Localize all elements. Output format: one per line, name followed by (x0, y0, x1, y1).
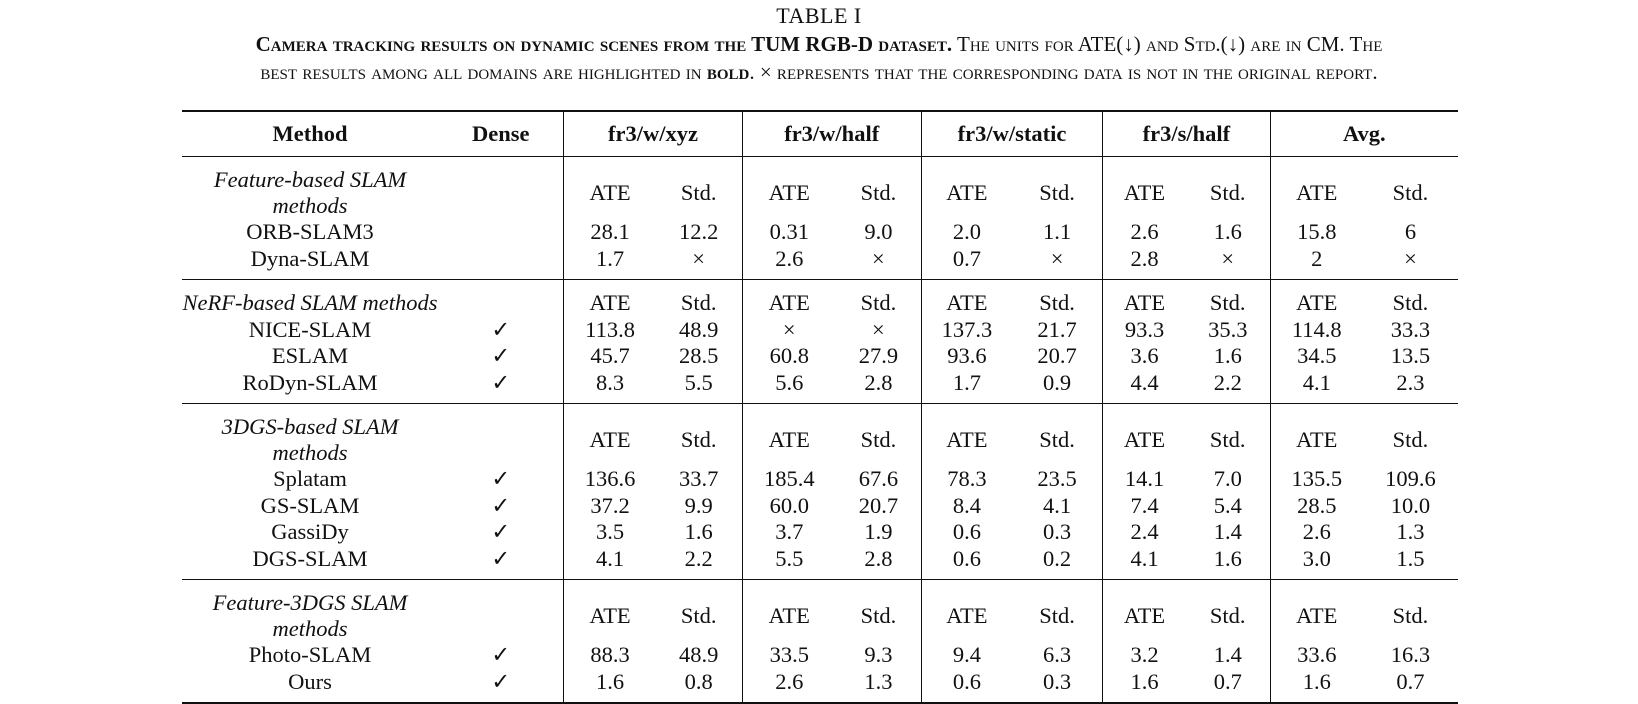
dense-cell (438, 280, 564, 317)
value-cell: 37.2 (590, 492, 630, 518)
value-cell: 2.2 (1186, 370, 1270, 404)
metric-label: ATE (921, 580, 1012, 643)
value-cell: 1.6 (1302, 668, 1331, 694)
value-cell: 33.5 (769, 642, 809, 668)
metric-label: ATE (921, 404, 1012, 467)
table-row (182, 642, 1458, 669)
table-row (182, 370, 1458, 404)
value-cell: 16.3 (1390, 642, 1431, 668)
method-name: GassiDy (271, 519, 349, 545)
group-name: NeRF-based SLAM methods (182, 280, 438, 317)
value-cell: 2.0 (952, 219, 981, 245)
metric-label: ATE (1103, 580, 1186, 643)
header-fr3-w-static: fr3/w/static (921, 111, 1102, 157)
metric-label: ATE (742, 404, 836, 467)
value-cell: 2.6 (775, 245, 804, 271)
value-cell: 109.6 (1385, 466, 1436, 492)
metric-label: ATE (564, 280, 656, 317)
value-cell: 33.7 (656, 466, 742, 493)
metric-label: Std. (836, 404, 921, 467)
caption-segment: bold (706, 60, 750, 84)
header-fr3-w-xyz: fr3/w/xyz (564, 111, 742, 157)
metric-label: Std. (1012, 404, 1103, 467)
value-cell: 28.5 (1297, 492, 1337, 518)
metric-label: ATE (742, 580, 836, 643)
value-cell: 33.3 (1390, 316, 1431, 342)
value-cell: 0.3 (1012, 519, 1103, 546)
method-name: RoDyn-SLAM (242, 369, 378, 395)
group-name: Feature-based SLAM methods (213, 167, 407, 218)
value-cell: 67.6 (836, 466, 921, 493)
value-cell: 4.1 (1302, 369, 1331, 395)
metric-label: ATE (564, 580, 656, 643)
value-cell: 8.4 (952, 492, 981, 518)
value-cell: 1.4 (1186, 642, 1270, 669)
metric-label: ATE (1270, 280, 1363, 317)
caption-segment: TUM RGB-D (751, 32, 874, 56)
value-cell: 78.3 (947, 466, 987, 492)
metric-label: Std. (1186, 157, 1270, 220)
group-name: 3DGS-based SLAM methods (182, 404, 438, 467)
value-cell: 27.9 (836, 343, 921, 370)
table-row (182, 466, 1458, 493)
value-cell: 34.5 (1297, 343, 1337, 369)
value-cell: 12.2 (656, 219, 742, 246)
value-cell: 88.3 (590, 642, 630, 668)
value-cell: 3.6 (1130, 343, 1159, 369)
value-cell: 0.31 (769, 219, 809, 245)
value-cell: 1.6 (1186, 343, 1270, 370)
value-cell: 9.9 (656, 493, 742, 520)
metric-label: Std. (1363, 404, 1458, 467)
header-fr3-w-half: fr3/w/half (742, 111, 921, 157)
caption-segment: dataset. (873, 32, 953, 56)
value-cell: × (782, 316, 796, 342)
method-name: Dyna-SLAM (250, 245, 370, 271)
value-cell: 6 (1404, 219, 1417, 245)
dense-cell (438, 580, 564, 643)
value-cell: × (1404, 245, 1417, 271)
value-cell: 1.4 (1186, 519, 1270, 546)
value-cell: 23.5 (1012, 466, 1103, 493)
value-cell: 1.7 (952, 369, 981, 395)
metric-label: Std. (1186, 580, 1270, 643)
dense-check: ✓ (438, 493, 564, 520)
dense-cell (438, 157, 564, 220)
method-group (182, 157, 1458, 280)
metric-label: Std. (656, 280, 742, 317)
metric-label: Std. (656, 157, 742, 220)
value-cell: 2.6 (775, 668, 804, 694)
caption-segment: Camera tracking results on dynamic scenes from the (255, 32, 752, 56)
header-fr3-s-half: fr3/s/half (1103, 111, 1270, 157)
value-cell: 2.6 (1130, 219, 1159, 245)
results-table (182, 110, 1458, 704)
dense-check: ✓ (438, 642, 564, 669)
metric-label: ATE (946, 180, 988, 205)
value-cell: 1.6 (1130, 668, 1159, 694)
metric-label: Std. (836, 580, 921, 643)
value-cell: 9.4 (952, 642, 981, 668)
value-cell: 3.5 (596, 519, 625, 545)
dense-check: ✓ (438, 669, 564, 704)
value-cell: 136.6 (584, 466, 636, 492)
value-cell: 135.5 (1291, 466, 1343, 492)
metric-label: Std. (1363, 580, 1458, 643)
value-cell: 13.5 (1390, 343, 1431, 369)
value-cell: 0.6 (952, 668, 981, 694)
value-cell: 35.3 (1186, 317, 1270, 344)
method-group (182, 580, 1458, 704)
table-row (182, 343, 1458, 370)
value-cell: 0.6 (952, 519, 981, 545)
method-name: DGS-SLAM (252, 545, 368, 571)
value-cell: 0.9 (1012, 370, 1103, 404)
metric-label: Std. (1186, 404, 1270, 467)
value-cell: 1.6 (1186, 219, 1270, 246)
metric-label: Std. (836, 157, 921, 220)
value-cell: 48.9 (656, 642, 742, 669)
value-cell: 1.6 (656, 519, 742, 546)
metric-label: Std. (1363, 280, 1458, 317)
value-cell: 4.4 (1130, 369, 1159, 395)
value-cell: 20.7 (836, 493, 921, 520)
value-cell: 1.3 (1396, 519, 1425, 545)
value-cell: 1.9 (836, 519, 921, 546)
group-header-row (182, 580, 1458, 643)
caption-line-1 (0, 30, 1638, 58)
header-method: Method (182, 111, 438, 157)
metric-label: ATE (742, 280, 836, 317)
value-cell: 93.3 (1124, 316, 1165, 342)
dense-check: ✓ (438, 519, 564, 546)
value-cell: 2 (1311, 245, 1323, 271)
value-cell: 0.7 (1396, 668, 1425, 694)
value-cell: 2.2 (656, 546, 742, 580)
metric-label: Std. (1186, 280, 1270, 317)
table-row (182, 669, 1458, 704)
method-group (182, 280, 1458, 404)
metric-label: Std. (1012, 580, 1103, 643)
caption-segment: best results among all domains are highlighted in (260, 60, 707, 84)
group-name: Feature-3DGS SLAM methods (182, 580, 438, 643)
dense-check (438, 246, 564, 280)
value-cell: 0.3 (1012, 669, 1103, 704)
dense-check: ✓ (438, 317, 564, 344)
caption-line-2 (0, 58, 1638, 86)
method-name: NICE-SLAM (248, 316, 372, 342)
metric-label: Std. (1392, 180, 1429, 205)
value-cell: 21.7 (1012, 317, 1103, 344)
value-cell: 0.7 (1186, 669, 1270, 704)
table-row (182, 519, 1458, 546)
dense-check: ✓ (438, 546, 564, 580)
value-cell: × (1186, 246, 1270, 280)
value-cell: 2.8 (836, 370, 921, 404)
metric-label: Std. (1012, 280, 1103, 317)
caption-segment: The units for ATE(↓) and Std.(↓) are in CM. The (952, 32, 1383, 56)
table-row (182, 493, 1458, 520)
metric-label: ATE (1270, 404, 1363, 467)
value-cell: 6.3 (1012, 642, 1103, 669)
value-cell: 60.0 (769, 492, 809, 518)
metric-label: ATE (564, 404, 656, 467)
value-cell: 2.3 (1396, 369, 1425, 395)
dense-cell (438, 404, 564, 467)
table-row (182, 246, 1458, 280)
header-row (182, 111, 1458, 157)
value-cell: 0.7 (952, 245, 981, 271)
value-cell: 3.7 (775, 519, 804, 545)
metric-label: ATE (768, 180, 810, 205)
method-name: ORB-SLAM3 (246, 219, 374, 245)
dense-check: ✓ (438, 370, 564, 404)
value-cell: 4.1 (1012, 493, 1103, 520)
method-name: Photo-SLAM (248, 642, 372, 668)
value-cell: 7.0 (1186, 466, 1270, 493)
method-name: ESLAM (271, 343, 349, 369)
dense-check (438, 219, 564, 246)
value-cell: 48.9 (656, 317, 742, 344)
method-name: GS-SLAM (260, 492, 360, 518)
value-cell: 137.3 (941, 316, 993, 342)
value-cell: 28.1 (590, 219, 630, 245)
metric-label: ATE (1103, 404, 1186, 467)
value-cell: 8.3 (596, 369, 625, 395)
value-cell: 2.4 (1130, 519, 1159, 545)
value-cell: 93.6 (947, 343, 987, 369)
value-cell: 114.8 (1291, 316, 1342, 342)
method-group (182, 404, 1458, 580)
value-cell: 60.8 (769, 343, 809, 369)
value-cell: 28.5 (656, 343, 742, 370)
value-cell: 9.3 (836, 642, 921, 669)
value-cell: 1.6 (596, 668, 625, 694)
value-cell: × (656, 246, 742, 280)
value-cell: 1.6 (1186, 546, 1270, 580)
value-cell: × (836, 317, 921, 344)
metric-label: ATE (1103, 280, 1186, 317)
dense-check: ✓ (438, 466, 564, 493)
table-row (182, 317, 1458, 344)
value-cell: 0.6 (952, 545, 981, 571)
table-row (182, 546, 1458, 580)
value-cell: 10.0 (1390, 492, 1431, 518)
metric-label: ATE (1270, 580, 1363, 643)
metric-label: Std. (836, 280, 921, 317)
metric-label: Std. (656, 404, 742, 467)
method-name: Splatam (273, 466, 347, 492)
metric-label: ATE (921, 280, 1012, 317)
value-cell: 2.6 (1302, 519, 1331, 545)
value-cell: × (836, 246, 921, 280)
value-cell: 20.7 (1012, 343, 1103, 370)
value-cell: 5.5 (656, 370, 742, 404)
table-caption (0, 2, 1638, 86)
value-cell: 15.8 (1297, 219, 1337, 245)
value-cell: 4.1 (596, 545, 625, 571)
value-cell: × (1012, 246, 1103, 280)
value-cell: 2.8 (1130, 245, 1159, 271)
metric-label: ATE (1296, 180, 1338, 205)
value-cell: 1.5 (1396, 545, 1425, 571)
header-avg: Avg. (1270, 111, 1458, 157)
table-row (182, 219, 1458, 246)
caption-segment: . × represents that the corresponding data is not in the original report. (749, 60, 1378, 84)
value-cell: 9.0 (836, 219, 921, 246)
value-cell: 1.7 (596, 245, 625, 271)
group-header-row (182, 157, 1458, 220)
value-cell: 3.2 (1130, 642, 1159, 668)
method-name: Ours (288, 668, 332, 694)
value-cell: 5.6 (775, 369, 804, 395)
metric-label: Std. (656, 580, 742, 643)
value-cell: 45.7 (590, 343, 630, 369)
table-number: TABLE I (776, 3, 862, 28)
header-dense: Dense (438, 111, 564, 157)
value-cell: 5.4 (1186, 493, 1270, 520)
group-header-row (182, 404, 1458, 467)
metric-label: Std. (1012, 157, 1103, 220)
value-cell: 2.8 (836, 546, 921, 580)
value-cell: 3.0 (1302, 545, 1331, 571)
value-cell: 0.8 (656, 669, 742, 704)
value-cell: 7.4 (1130, 492, 1159, 518)
value-cell: 185.4 (763, 466, 815, 492)
value-cell: 4.1 (1130, 545, 1159, 571)
value-cell: 14.1 (1124, 466, 1165, 492)
dense-check: ✓ (438, 343, 564, 370)
metric-label: ATE (589, 180, 631, 205)
value-cell: 0.2 (1012, 546, 1103, 580)
group-header-row (182, 280, 1458, 317)
value-cell: 5.5 (775, 545, 804, 571)
value-cell: 113.8 (585, 316, 635, 342)
value-cell: 1.3 (836, 669, 921, 704)
metric-label: ATE (1123, 180, 1166, 205)
value-cell: 33.6 (1297, 642, 1337, 668)
value-cell: 1.1 (1012, 219, 1103, 246)
